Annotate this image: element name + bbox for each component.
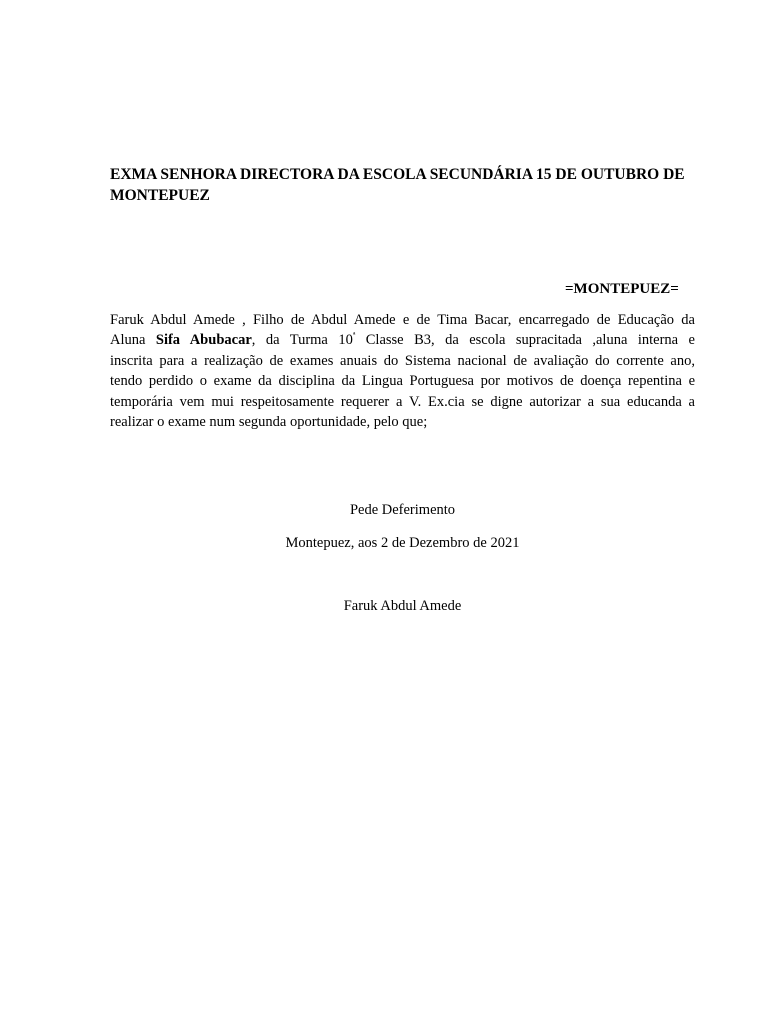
body-line: realizar o exame num segunda oportunidade, pelo que;	[110, 414, 428, 431]
signature-name: Faruk Abdul Amede	[343, 598, 462, 614]
letter-heading: EXMA SENHORA DIRECTORA DA ESCOLA SECUNDÁRIA 15 DE OUTUBRO DE MONTEPUEZ	[110, 166, 685, 204]
body-text-segment: Classe B3, da escola supracitada ,aluna interna e	[355, 332, 695, 349]
date-line: Montepuez, aos 2 de Dezembro de 2021	[285, 535, 520, 551]
closing-phrase: Pede Deferimento	[349, 502, 456, 518]
body-text-segment: Aluna	[110, 332, 156, 349]
body-line: Faruk Abdul Amede , Filho de Abdul Amede e de Tima Bacar, encarregado de Educação da	[110, 312, 695, 328]
body-text-segment: , da Turma 10	[251, 332, 353, 349]
body-line: tendo perdido o exame da disciplina da Lingua Portuguesa por motivos de doença repentina e	[110, 373, 695, 390]
body-line: inscrita para a realização de exames anuais do Sistema nacional de avaliação do corrente ano,	[110, 352, 695, 369]
letter-body	[110, 310, 695, 432]
body-line	[110, 330, 695, 350]
ordinal-indicator: ª	[352, 330, 356, 341]
student-name: Sifa Abubacar	[155, 332, 252, 349]
place-header: =MONTEPUEZ=	[565, 281, 679, 297]
body-line: temporária vem mui respeitosamente requerer a V. Ex.cia se digne autorizar a sua educanda a	[110, 393, 695, 410]
